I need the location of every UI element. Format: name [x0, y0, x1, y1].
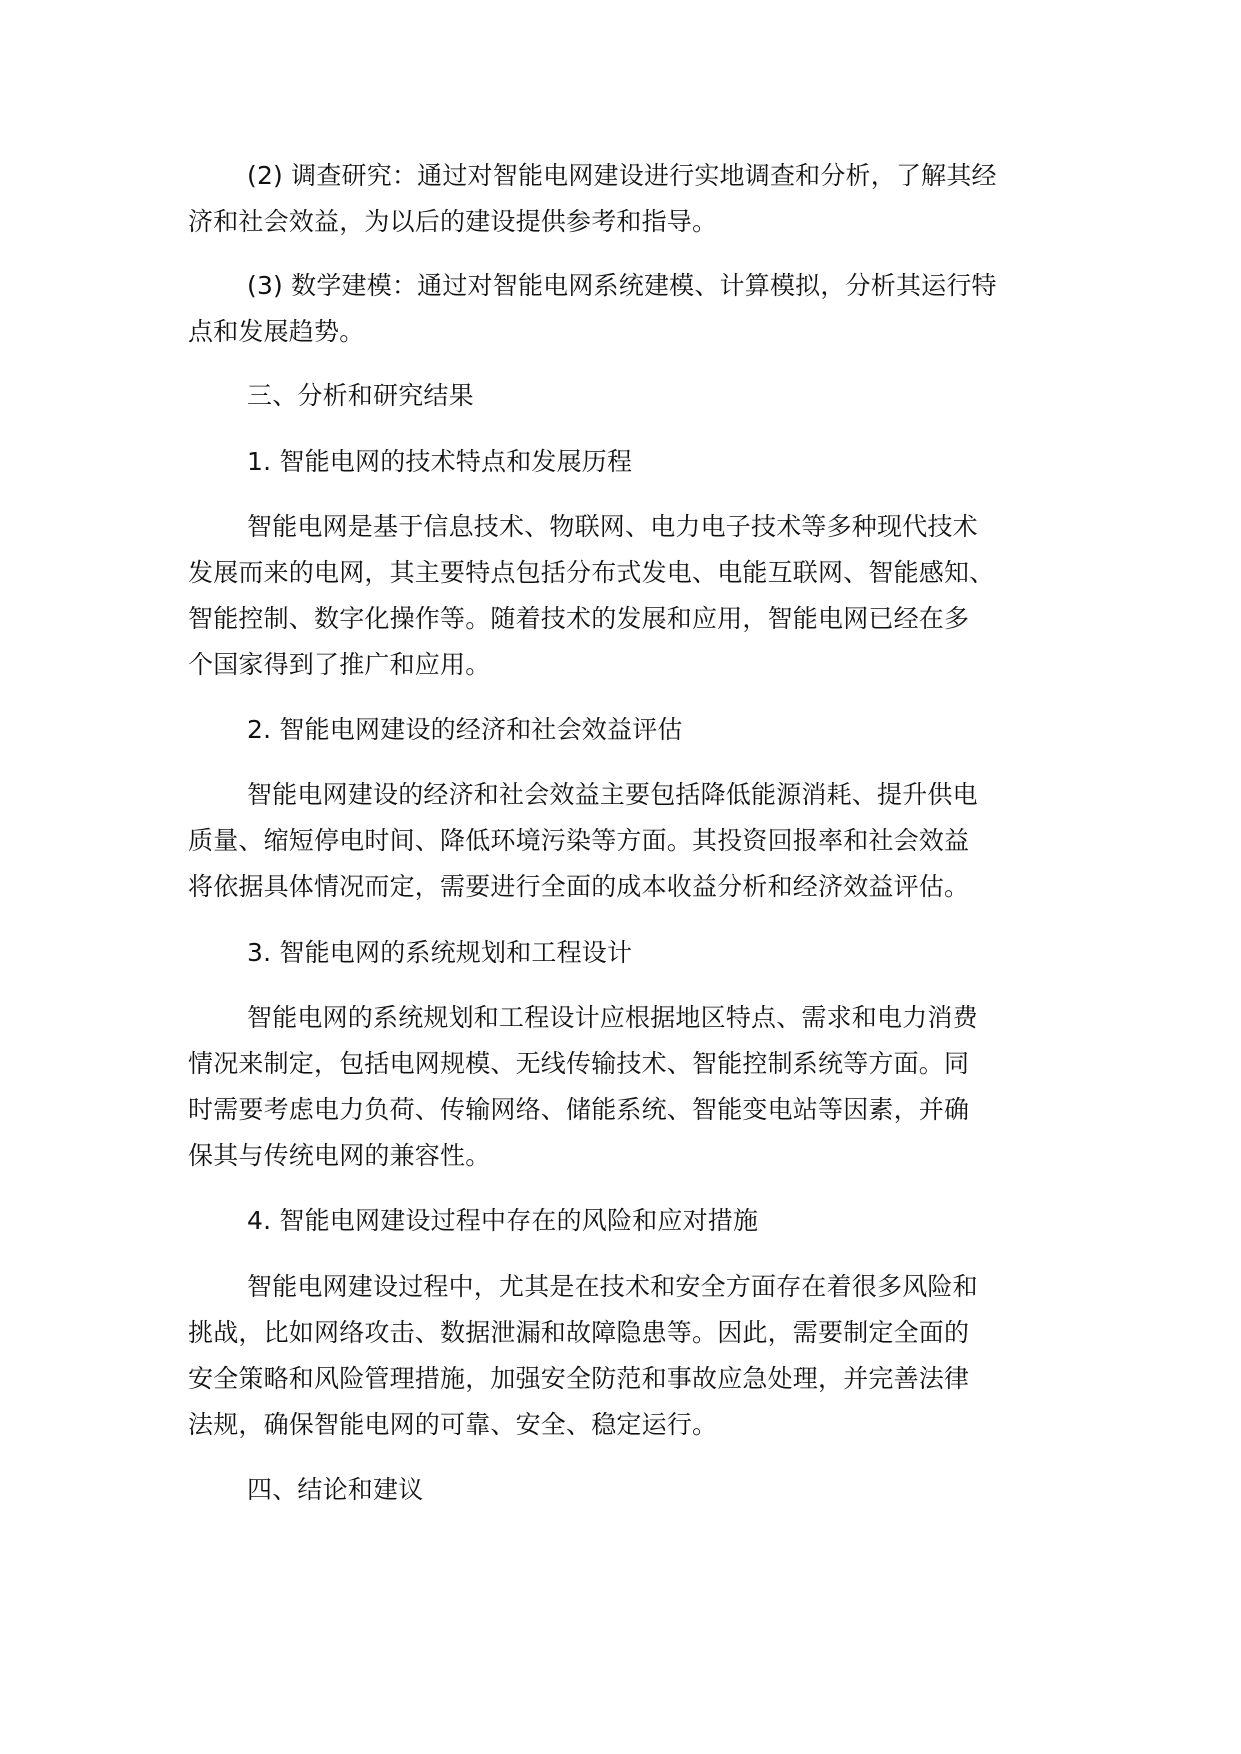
subsection-heading: 2. 智能电网建设的经济和社会效益评估: [247, 715, 683, 744]
paragraph-line: 质量、缩短停电时间、降低环境污染等方面。其投资回报率和社会效益: [188, 826, 970, 855]
paragraph-line: 智能电网建设的经济和社会效益主要包括降低能源消耗、提升供电: [247, 780, 978, 809]
paragraph-line: 点和发展趋势。: [188, 317, 365, 346]
paragraph-line: (2) 调查研究：通过对智能电网建设进行实地调查和分析，了解其经: [247, 161, 997, 190]
paragraph-line: 智能电网是基于信息技术、物联网、电力电子技术等多种现代技术: [247, 512, 978, 541]
paragraph-line: 济和社会效益，为以后的建设提供参考和指导。: [188, 207, 718, 236]
paragraph-line: 挑战，比如网络攻击、数据泄漏和故障隐患等。因此，需要制定全面的: [188, 1318, 970, 1347]
subsection-heading: 4. 智能电网建设过程中存在的风险和应对措施: [247, 1206, 759, 1235]
section-heading: 四、结论和建议: [247, 1475, 424, 1504]
subsection-heading: 1. 智能电网的技术特点和发展历程: [247, 447, 633, 476]
section-heading: 三、分析和研究结果: [247, 381, 474, 410]
paragraph-line: 发展而来的电网，其主要特点包括分布式发电、电能互联网、智能感知、: [188, 558, 995, 587]
paragraph-line: (3) 数学建模：通过对智能电网系统建模、计算模拟，分析其运行特: [247, 271, 997, 300]
paragraph-line: 个国家得到了推广和应用。: [188, 650, 491, 679]
paragraph-line: 情况来制定，包括电网规模、无线传输技术、智能控制系统等方面。同: [188, 1049, 970, 1078]
paragraph-line: 时需要考虑电力负荷、传输网络、储能系统、智能变电站等因素，并确: [188, 1095, 970, 1124]
paragraph-line: 智能电网的系统规划和工程设计应根据地区特点、需求和电力消费: [247, 1003, 978, 1032]
subsection-heading: 3. 智能电网的系统规划和工程设计: [247, 938, 633, 967]
paragraph-line: 智能电网建设过程中，尤其是在技术和安全方面存在着很多风险和: [247, 1272, 978, 1301]
paragraph-line: 将依据具体情况而定，需要进行全面的成本收益分析和经济效益评估。: [188, 872, 970, 901]
paragraph-line: 保其与传统电网的兼容性。: [188, 1141, 491, 1170]
paragraph-line: 法规，确保智能电网的可靠、安全、稳定运行。: [188, 1410, 718, 1439]
paragraph-line: 智能控制、数字化操作等。随着技术的发展和应用，智能电网已经在多: [188, 604, 970, 633]
paragraph-line: 安全策略和风险管理措施，加强安全防范和事故应急处理，并完善法律: [188, 1364, 970, 1393]
